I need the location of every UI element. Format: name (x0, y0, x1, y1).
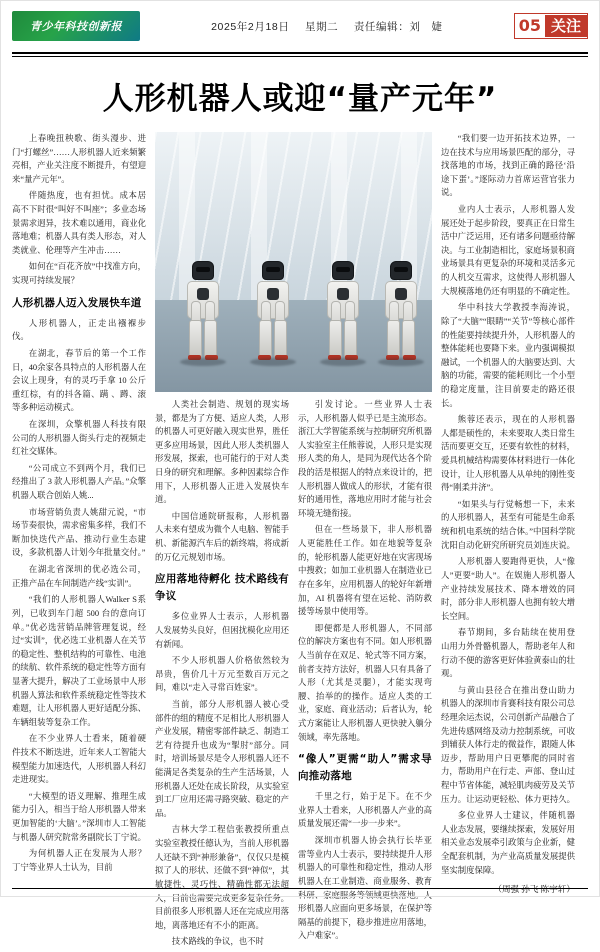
body-paragraph: 引发讨论。一些业界人士表示，人形机器人似乎已是主流形态。浙江大学智能系统与控制研究所机器人实验室主任熊蓉说，人形只是实现形人类的角人，是同为现代达各个阶段的活是根据人的特点来设计的，把人形机器人做成人的形状，才能有很好的通用性，落地应用时才能与社会环境无缝衔接。 (298, 400, 432, 518)
body-paragraph: 不少人形机器人价格依然较为昂贵，售价几十万元至数百万元之间，难以“走入寻常百姓家”。 (155, 656, 289, 693)
robot-leg-left (329, 320, 342, 358)
photo-column-group (155, 132, 432, 947)
body-paragraph: 为何机器人正在发展为人形？丁宁等业界人士认为，目前 (12, 849, 146, 872)
robot-leg-right (274, 320, 287, 358)
photo-subcolumns (155, 398, 432, 952)
newspaper-logo: 青少年科技创新报 (12, 11, 140, 41)
robot-torso (187, 281, 219, 319)
body-paragraph: “公司成立不到两个月，我们已经推出了 3 款人形机器人产品。”众擎机器人联合创始人姚... (12, 463, 146, 501)
body-paragraph: 春节期间，多台陆续在使用登山用力外骨骼机器人，帮助老年人和行动不便的游客更好体验黄泰山的壮观。 (441, 628, 575, 679)
robot-legs (189, 320, 217, 356)
body-paragraph: 上春晚扭秧歌、街头漫步、进门“打螺丝”……人形机器人近来频繁亮相，产业关注度不断提升，有望迎来“量产元年”。 (12, 134, 146, 184)
robot-shadow (250, 358, 296, 366)
body-paragraph: 深圳市机器人协会执行长毕亚雷等业内人士表示，要持续提升人形机器人的可靠性和稳定性，推动人形机器人在工业制造、商业服务、教育科研、家庭服务等领域更快落地。人形机器人应面向更多场景，在保护等隔基的前提下，稳步推进应用落地，入户难家”。 (298, 836, 432, 941)
robot-legs (387, 320, 415, 356)
column-1 (12, 132, 146, 872)
page-category: 关注 (545, 15, 587, 37)
body-paragraph: 多位业界人士表示，人形机器人发展势头良好，但困扰模化应用还有新闻。 (155, 612, 289, 649)
robot-leg-right (204, 320, 217, 358)
body-paragraph: 即便都是人形机器人，不同部位的解决方案也有不同。如人形机器人当前存在双足、轮式等不同方案，前者支持方法好，机器人只有具备了人形（尤其是灵腿），才能实现弯腰、抬举的的操作。适应人类的工业，家庭、商业活动；后者认为，轮式方案能让人形机器人更快驶入躺分领域，率先落地。 (298, 623, 432, 742)
robot-leg-left (387, 320, 400, 358)
body-paragraph: 吉林大学工程信张教授所重点实验室教授任德认为，当前人形机器人还缺不到“神形兼备”，仅仅只是模拟了人的形状、还做不到“神似”，其敏捷性、灵巧性、精确性都无法超人，目前也需要完成更多复杂任务。目前很多人形机器人还在完成应用落地，离落地还有不小的距离。 (155, 825, 289, 930)
column-3 (298, 398, 432, 952)
robot-figure (177, 261, 229, 356)
body-paragraph: 伴随热度，也有担忧。成本居高不下时很“叫好不叫座”；多业态场景需求迥异，技术难以通用，商业化落地难；机器人具有类人形态，对人类就业、伦理等产生冲击…… (12, 191, 146, 255)
body-paragraph: 但在一些场景下，非人形机器人更能胜任工作。如在地貌等复杂的，轮形机器人能更好地在灾害现场中搜救；如加工业机器人在制造业已存在多年，应用机器人的轮好年新增加，AI 机器将有望在运轮、消防救援等场景中使用等。 (298, 525, 432, 617)
robot-head (390, 261, 412, 280)
article-columns (12, 132, 588, 947)
robot-legs (259, 320, 287, 356)
body-paragraph: 华中科技大学教授李海涛说，除了“大脑”“眼睛”“关节”等核心部件的性能要持续提升外，人形机器人的整体能耗也要降下来。业内强调模拟融试，一个机器人的大脑要达到、大脑的功能，需要的能耗则比一个小型的稳定度量，注目前要走的路还很长。 (441, 303, 575, 408)
body-paragraph: 人形机器人要跑得更快，人“像人”更要“助人”。在娱施人形机器人产业持续发展技术、降本增效的同时，部分非人形机器人也拥有较大增长空间。 (441, 557, 575, 621)
article-byline: （周强 孙飞 陈宇轩） (493, 884, 575, 895)
body-paragraph: 多位业界人士建议，伴随机器人业态发展，要继续探索，发展好用相关业态发展牵引政策与企业新，健全配套机制，为产业高质量发展提供坚实制度保障。 (441, 811, 575, 875)
robot-head (192, 261, 214, 280)
section-subheading: 人形机器人迈入发展快车道 (12, 296, 142, 309)
body-paragraph: 中国信通院研报称，人形机器人未来有望成为微个人电脑、智能手机、新能源汽车后的新终端，将成新的万亿元规划市场。 (155, 511, 289, 562)
body-paragraph: 在不少业界人士看来，随着硬件技术不断迭进，近年来人工智能大模型能力加速迭代，人形机器人科幻走进现实。 (12, 734, 146, 785)
footer-rule (12, 888, 588, 889)
robot-head (332, 261, 354, 280)
masthead (12, 0, 588, 50)
robot-head (262, 261, 284, 280)
robot-leg-left (189, 320, 202, 358)
robot-leg-right (344, 320, 357, 358)
page-badge (514, 13, 588, 39)
article-photo (155, 132, 432, 392)
section-subheading: 应用落地待孵化 技术路线有争议 (155, 573, 289, 603)
robot-shadow (320, 358, 366, 366)
body-paragraph: 市场营销负责人姚甜元说，“市场节奏很快，需求密集多样，我们不断加快迭代产品、推动行业生态建设，多款机器人计划今年批量交付。” (12, 507, 146, 558)
body-paragraph: 与黄山县径合在推出登山助力机器人的深圳市肯赛科技有限公司总经理余运杰说，公司创新产品融合了先进传感网络及动力控制系统，可收到辅获人体行走的微益作，跟随人体迈步，帮助用户日更攀爬的同时省力，帮助用户在行走、声部、登山过程中节省体能，减轻肌肉疲劳及关节压力。让运动更轻松、体力更持久。 (441, 685, 575, 804)
robot-torso (327, 281, 359, 319)
body-paragraph: “大模型的语义理解、推理生成能力引入，相当于给人形机器人带来更加智能的‘大脑’。”深圳市人工智能与机器人研究院常务副院长丁宁说。 (12, 791, 146, 842)
body-paragraph: “我们要一边开拓技术边界，一边在技术与应用场景匹配的部分，寻找落地的市场，找到正确的路径‘沿途下蛋’。”逐际动力首席运营官张力说。 (441, 134, 575, 198)
body-paragraph: 如何在“百花齐放”中找准方向，实现可持续发展？ (12, 262, 146, 286)
body-paragraph: “如果头与行觉畅想一下，未来的人形机器人，甚至有可能是生命系统和机电系统的结合体。”中国科学院沈阳自动化研究所研究员刘连庆说。 (441, 499, 575, 550)
robot-leg-right (402, 320, 415, 358)
robot-figure (247, 261, 299, 356)
robot-leg-left (259, 320, 272, 358)
article-headline: 人形机器人或迎“量产元年” (102, 81, 498, 117)
column-4 (441, 132, 575, 895)
masthead-rule-thick (12, 52, 588, 54)
body-paragraph: 当前，部分人形机器人被心受部件的组的精度不足相比人形机器人产业发展，精密零部件缺乏、制造工艺有待提升也成为“掣肘”部分。同时，培训场景尽是令人形机器人还不能满足各类复杂的生产生活场景，人形机器人还处在成长阶段，从实验室到工厂应用还需寻路突破、稳定的产品。 (155, 699, 289, 818)
robot-figure (375, 261, 427, 356)
robot-legs (329, 320, 357, 356)
masthead-date: 2025年2月18日 (211, 20, 290, 33)
robot-torso (257, 281, 289, 319)
body-paragraph: “我们的人形机器人Walker S系列，已收到车门超 500 台的意向订单。”优必选营销品牌管理复说，经过“实训”，优必选工业机器人在关节的稳定性、整机结构的可靠性、电池的续航、软件系统的稳定性等方面有显著大提升，解决了工业场景中人形机器人算法和软件系统稳定性等技术难题，让人形机器人更好适配分拣、车辆组装等复杂工作。 (12, 595, 146, 727)
robot-torso (385, 281, 417, 319)
masthead-info (140, 19, 514, 34)
body-paragraph: 在深圳，众擎机器人科技有限公司的人形机器人街头行走的视频走红社交媒体。 (12, 419, 146, 457)
body-paragraph: 在湖北省深圳的优必选公司，正推产品在车间制造产线“实训”。 (12, 565, 146, 588)
body-paragraph: 千里之行，始于足下。在不少业界人士看来，人形机器人产业的高质量发展还需“一步一步来”。 (298, 792, 432, 829)
robot-figure (317, 261, 369, 356)
body-paragraph: 在湖北，春节后的第一个工作日，40余家各具特点的人形机器人在会议上现身，有的灵巧手拿 10 公斤重红棕，有的抖各篇、蹒 、蹲、滚等多种运动模式。 (12, 348, 146, 413)
masthead-editor: 责任编辑：刘 婕 (353, 20, 443, 33)
body-paragraph: 熊蓉还表示，现在的人形机器人都是硕性的，未来要取人类日常生活而要更交互，还要有软性的材料，爱具机械结构需要体材料进行一体化设计，让人形机器人从单纯的刚性变得“刚柔并济”。 (441, 415, 575, 493)
column-2 (155, 398, 289, 952)
robot-shadow (180, 358, 226, 366)
section-subheading: “像人”更需“助人”需求导向推动落地 (298, 753, 432, 783)
masthead-weekday: 星期二 (304, 20, 339, 33)
page-number: 05 (515, 15, 545, 37)
body-paragraph: 业内人士表示，人形机器人发展还处于起步阶段，要真正在日常生活中广泛运用，还有诸多问题亟待解决。与工业制造相比，家庭场景积商业场景具有更复杂的环境和灵活多元的人机交互需求，这使得人形机器人大规模落地仍还有明显的不确定性。 (441, 205, 575, 296)
body-paragraph: 人类社会制造、规划的现实场景，都是为了方便、适应人类，人形的机器人可更好融入现实世界，胜任更多应用场景，因此人形人类机器人形发展，探索，也可能行的于对人类日身的研究和理解。多种因素综合作用下，人形机器人正进入发展快车道。 (155, 400, 289, 505)
body-paragraph: 技术路线的争议，也不时 (171, 937, 264, 947)
robot-shadow (378, 358, 424, 366)
body-paragraph: 人形机器人，正走出襁褓步伐。 (12, 318, 146, 342)
